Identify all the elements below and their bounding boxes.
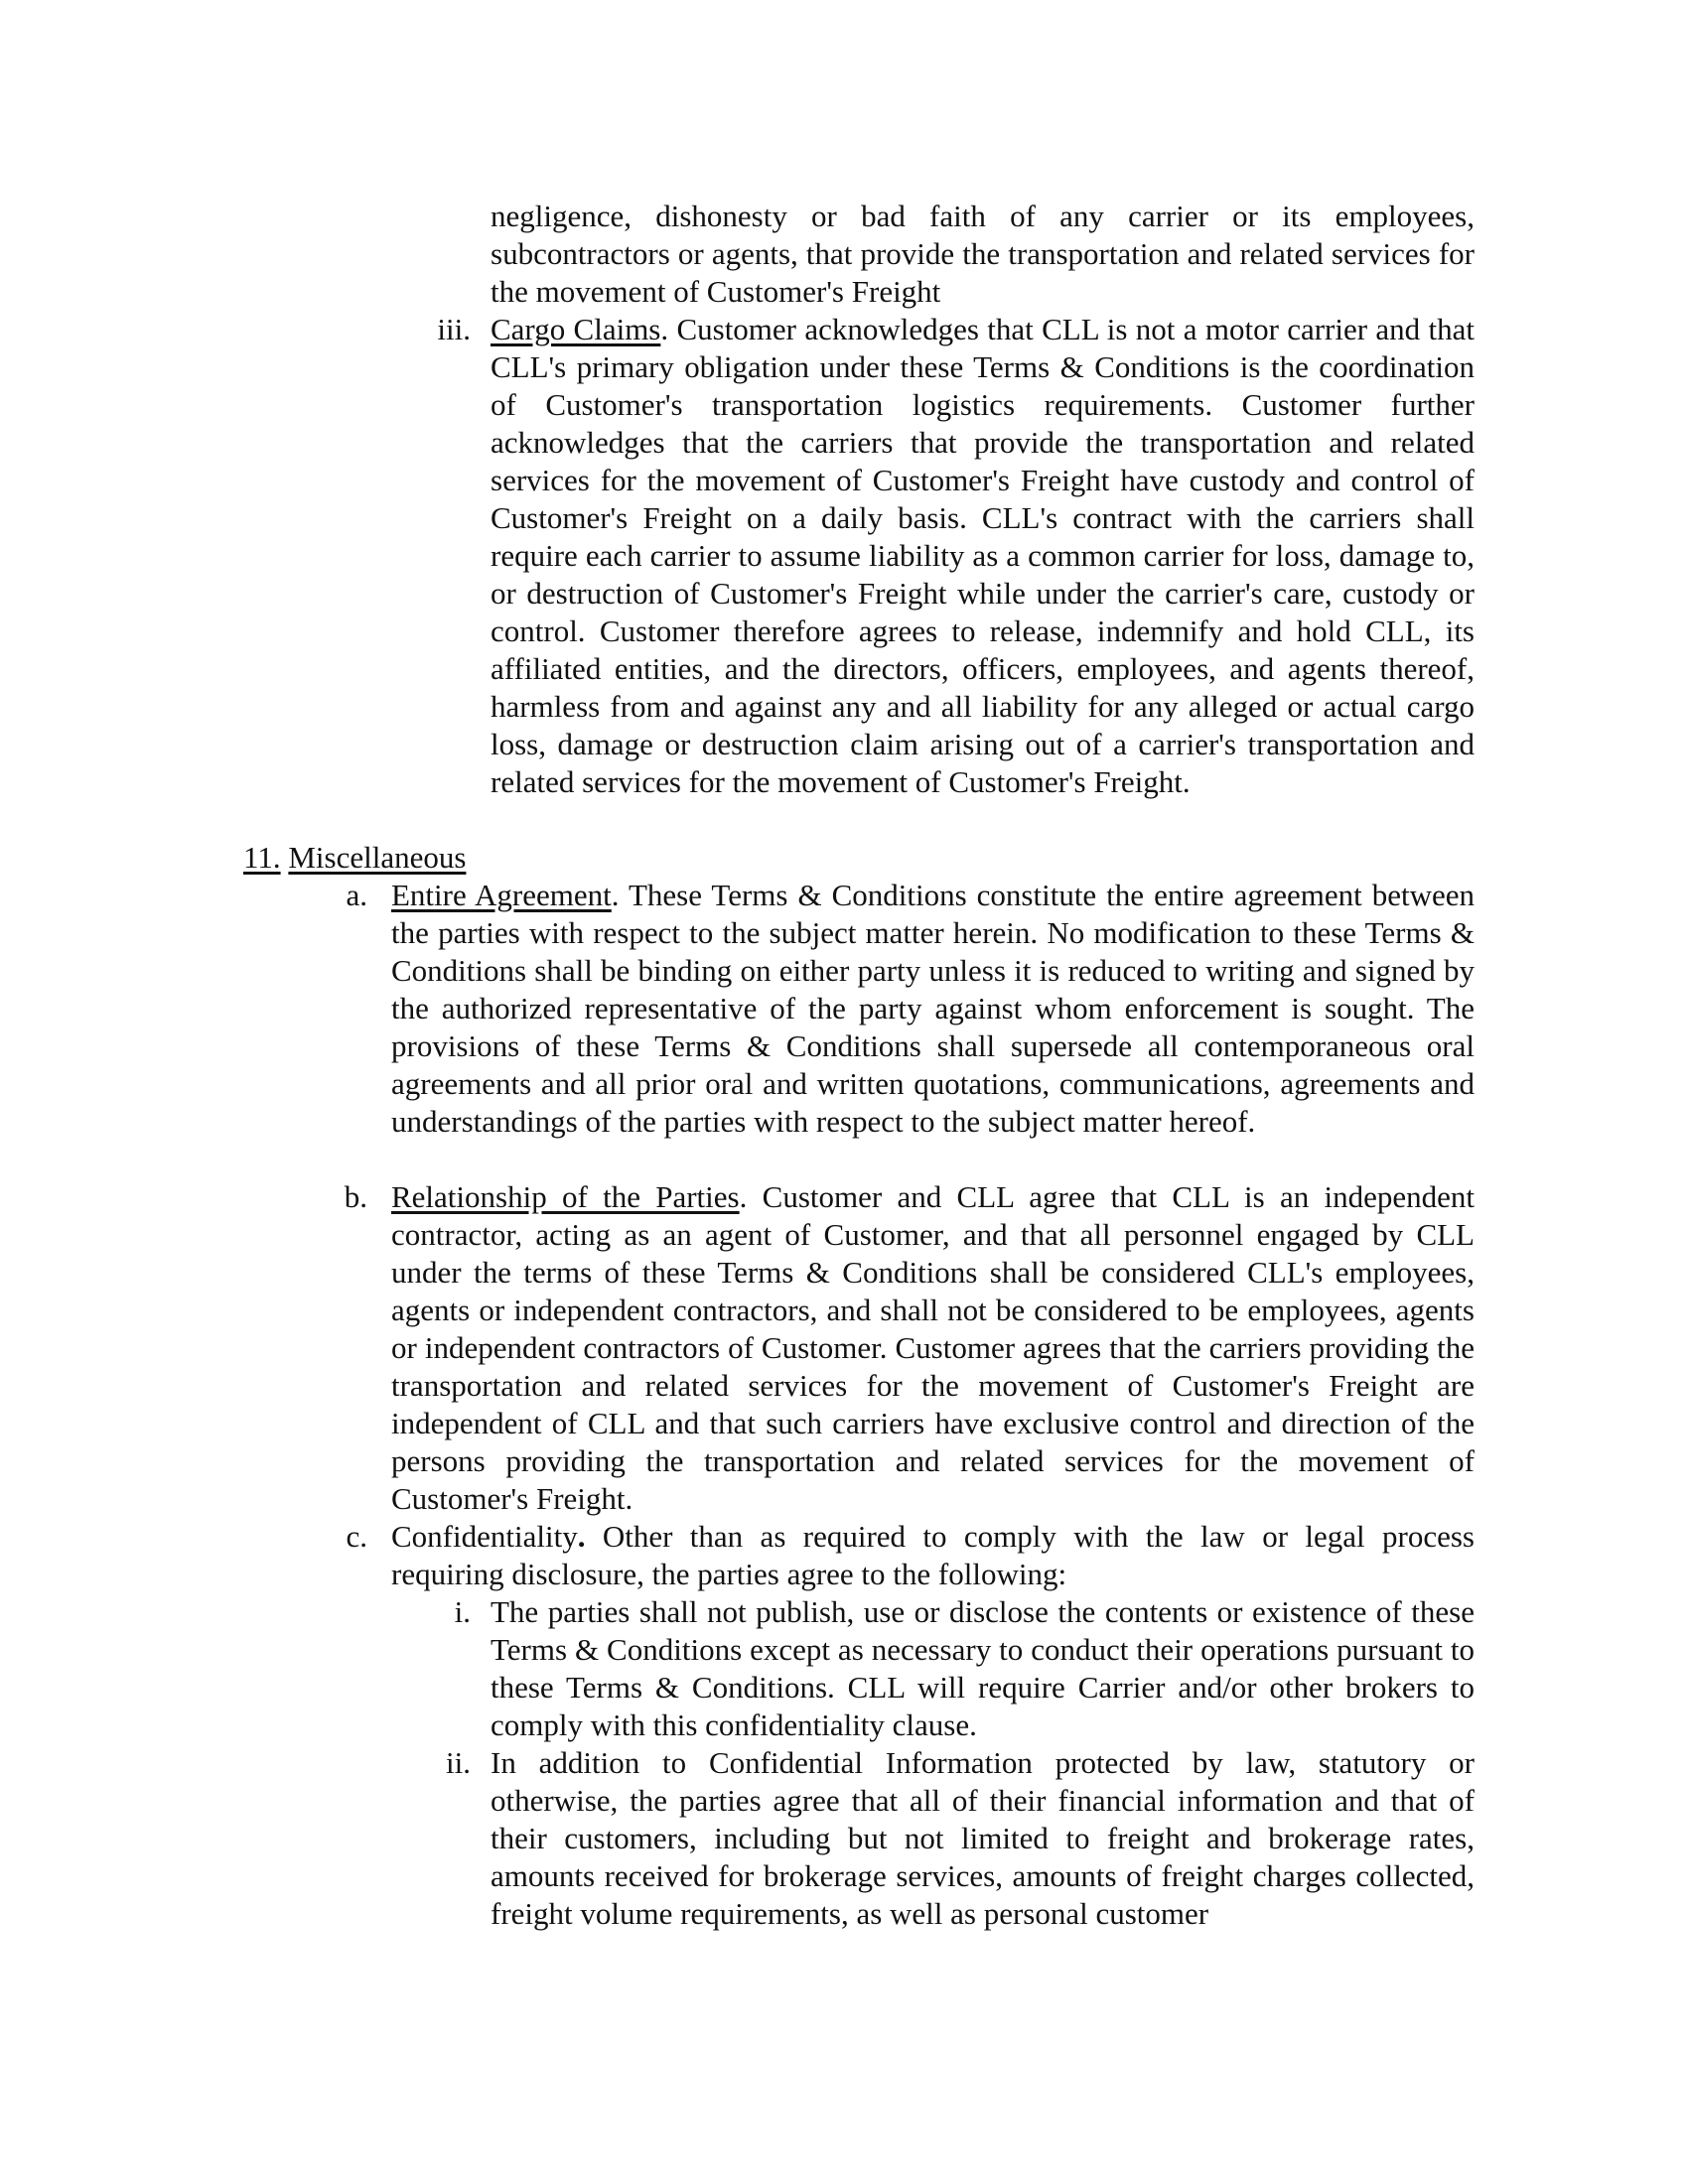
relationship-text: . Customer and CLL agree that CLL is an independent contractor, acting as an agent of Customer, and that all personnel engaged by CLL under the terms of these Terms & Conditions shall be considered CLL's employees, agents or independent contractors, and shall not be considered to be employees, agents or independent contractors of Customer. Customer agrees that the carriers providing the transportation and related services for the movement of Customer's Freight are independent of CLL and that such carriers have exclusive control and direction of the persons providing the transportation and related services for the movement of Customer's Freight. <box>391 1179 1476 1516</box>
section-11-title: Miscellaneous <box>288 840 467 875</box>
section-11-number: 11. <box>243 840 281 875</box>
confidentiality-text: Other than as required to comply with the law or legal process requiring disclosure, the parties agree to the following: <box>391 1519 1475 1591</box>
entire-agreement-text: . These Terms & Conditions constitute the entire agreement between the parties with respect to the subject matter herein. No modification to these Terms & Conditions shall be binding on either party unless it is reduced to writing and signed by the authorized representative of the party against whom enforcement is sought. The provisions of these Terms & Conditions shall supersede all contemporaneous oral agreements and all prior oral and written quotations, communications, agreements and understandings of the parties with respect to the subject matter hereof. <box>391 878 1476 1139</box>
cargo-claims-marker: iii. <box>437 312 471 346</box>
relationship-paragraph <box>391 1178 1475 1518</box>
confidentiality-item-1-marker: i. <box>454 1594 471 1629</box>
confidentiality-title: Confidentiality <box>391 1519 578 1554</box>
relationship-title: Relationship of the Parties <box>391 1179 740 1214</box>
entire-agreement-title: Entire Agreement <box>391 878 612 912</box>
cargo-claims-text: . Customer acknowledges that CLL is not a motor carrier and that CLL's primary obligation under these Terms & Conditions is the coordination of Customer's transportation logistics requirements. Customer further acknowledges that the carriers that provide the transportation and related services for the movement of Customer's Freight have custody and control of Customer's Freight on a daily basis. CLL's contract with the carriers shall require each carrier to assume liability as a common carrier for loss, damage to, or destruction of Customer's Freight while under the carrier's care, custody or control. Customer therefore agrees to release, indemnify and hold CLL, its affiliated entities, and the directors, officers, employees, and agents thereof, harmless from and against any and all liability for any alleged or actual cargo loss, damage or destruction claim arising out of a carrier's transportation and related services for the movement of Customer's Freight. <box>491 312 1475 799</box>
section-11-heading <box>243 839 466 877</box>
confidentiality-item-2-marker: ii. <box>446 1745 471 1780</box>
entire-agreement-marker: a. <box>346 878 367 912</box>
confidentiality-item-1-paragraph <box>491 1593 1475 1744</box>
confidentiality-paragraph <box>391 1518 1475 1593</box>
continuation-text: negligence, dishonesty or bad faith of any carrier or its employees, subcontractors or agents, that provide the transportation and related services for the movement of Customer's Freight <box>491 199 1475 309</box>
cargo-claims-title: Cargo Claims <box>491 312 661 346</box>
confidentiality-marker: c. <box>346 1519 367 1554</box>
confidentiality-dot: . <box>577 1519 586 1554</box>
relationship-marker: b. <box>344 1179 367 1214</box>
entire-agreement-paragraph <box>391 877 1475 1141</box>
confidentiality-item-2-text: In addition to Confidential Information protected by law, statutory or otherwise, the parties agree that all of their financial information and that of their customers, including but not limited to freight and brokerage rates, amounts received for brokerage services, amounts of freight charges collected, freight volume requirements, as well as personal customer <box>491 1745 1475 1931</box>
continuation-paragraph <box>491 198 1475 311</box>
confidentiality-item-2-paragraph <box>491 1744 1475 1933</box>
cargo-claims-paragraph <box>491 311 1475 801</box>
confidentiality-item-1-text: The parties shall not publish, use or disclose the contents or existence of these Terms & Conditions except as necessary to conduct their operations pursuant to these Terms & Conditions. CLL will require Carrier and/or other brokers to comply with this confidentiality clause. <box>491 1594 1475 1742</box>
